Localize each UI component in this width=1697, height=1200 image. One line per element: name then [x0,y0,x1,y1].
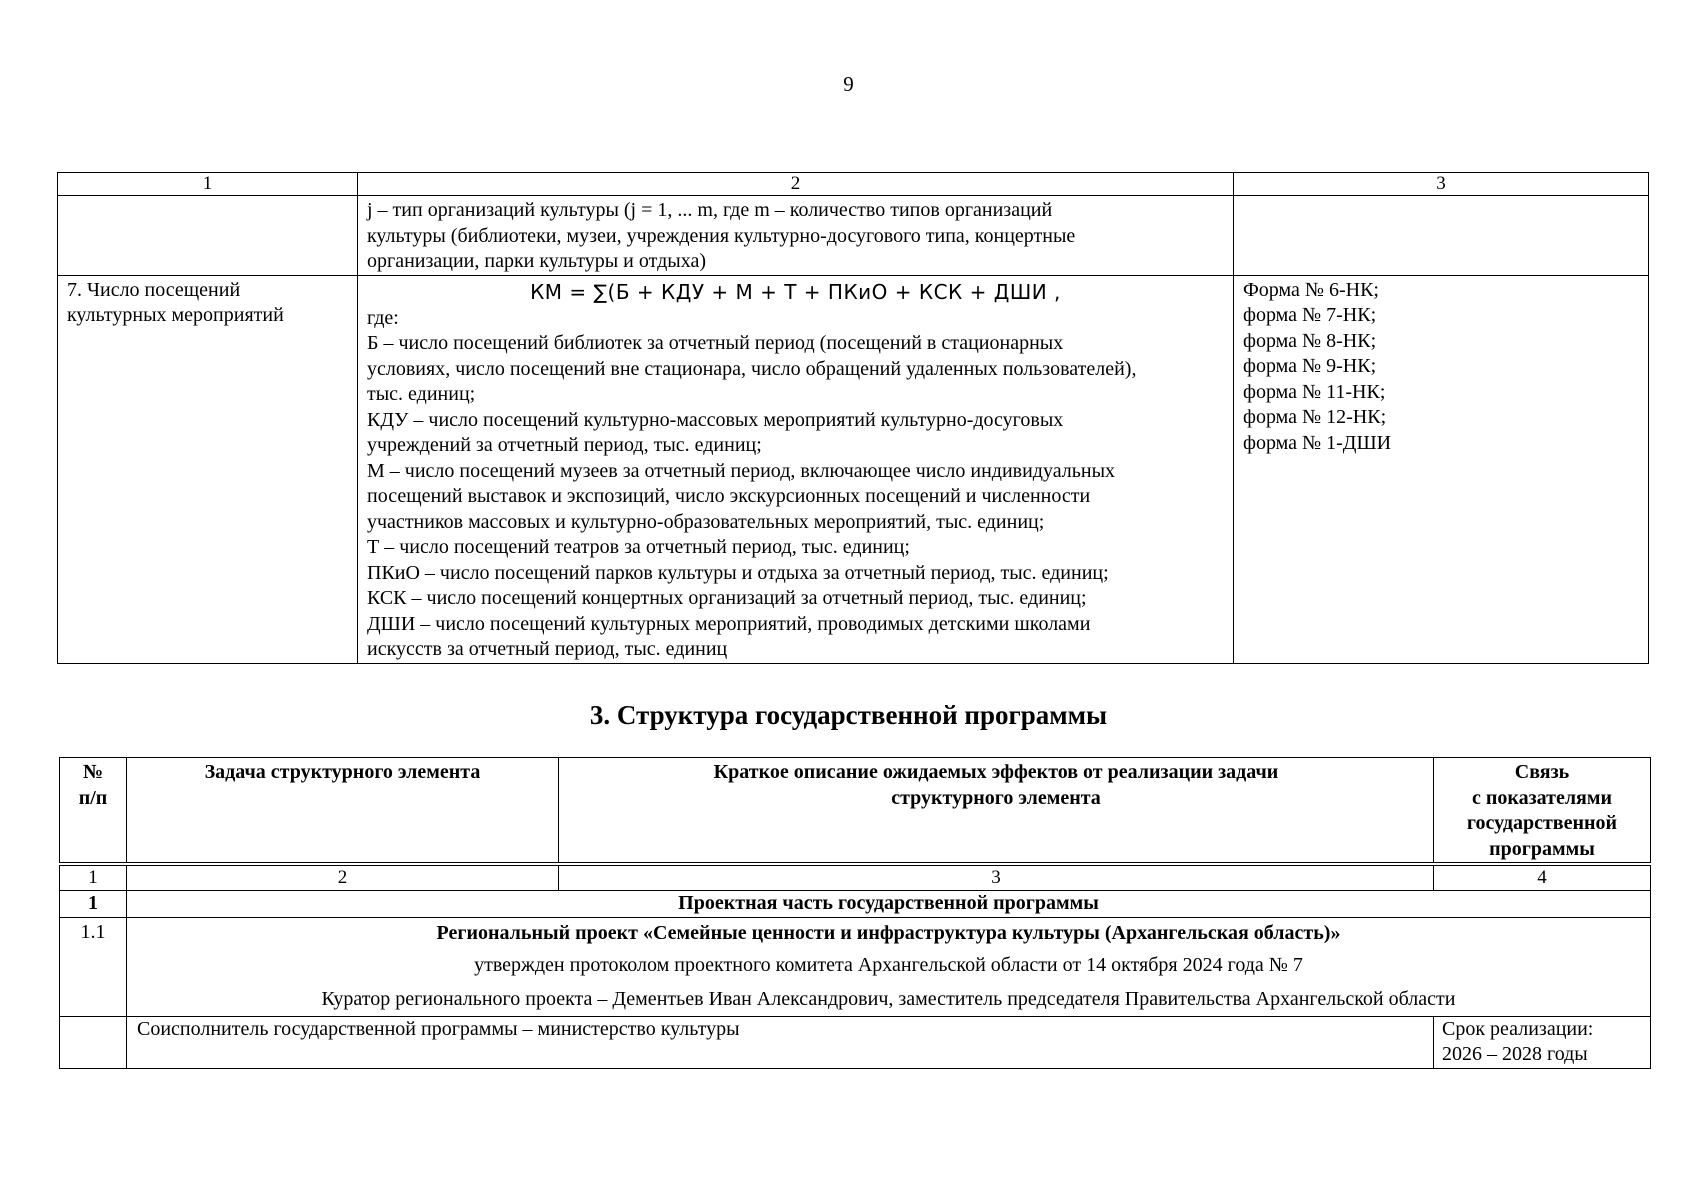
indicator-formula-cell [358,275,1234,663]
section-title: 3. Структура государственной программы [589,700,1108,730]
column-number-2: 2 [358,173,1234,196]
text-line: Т – число посещений театров за отчетный период, тыс. единиц; [367,536,910,558]
header-task: Задача структурного элемента [127,758,559,863]
indicator-name-cell [58,275,358,663]
page-number: 9 [843,72,854,96]
source-form: форма № 1-ДШИ [1243,431,1392,454]
source-form: форма № 7-НК; [1243,304,1377,326]
term-line: 2026 – 2028 годы [1442,1043,1588,1065]
header-line: государственной [1466,812,1618,834]
project-title: Региональный проект «Семейные ценности и инфраструктура культуры (Архангельская область)» [436,921,1341,944]
project-curator: Куратор регионального проекта – Дементьев Иван Александрович, заместитель председателя Правительства Архангельской области [321,987,1456,1010]
header-line: с показателями [1471,786,1613,809]
project-approval: утвержден протоколом проектного комитета Архангельской области от 14 октября 2024 года № 7 [474,953,1303,976]
column-numbers-row [60,866,1651,891]
coexecutor-text: Соисполнитель государственной программы – министерство культуры [127,1016,1434,1068]
indicator-name-line: культурных мероприятий [67,304,284,326]
term-line: Срок реализации: [1442,1017,1594,1040]
indicators-table [57,172,1649,664]
header-line: № [82,761,104,783]
source-form: форма № 8-НК; [1243,329,1377,352]
source-form: форма № 9-НК; [1243,355,1377,377]
indicator-source-cell [1234,275,1649,663]
text-line: искусств за отчетный период, тыс. единиц [367,638,728,660]
text-line: Б – число посещений библиотек за отчетный период (посещений в стационарных [367,332,1064,354]
text-line: КДУ – число посещений культурно-массовых мероприятий культурно-досуговых [367,408,1064,431]
formula: КМ = ∑(Б + КДУ + М + Т + ПКиО + КСК + ДШИ , [530,279,1061,304]
table-row [58,275,1649,663]
coexecutor-row [60,1016,1651,1068]
text-line: условиях, число посещений вне стационара, число обращений удаленных пользователей), [367,357,1137,380]
header-number [60,758,127,863]
text-line: ДШИ – число посещений культурных мероприятий, проводимых детскими школами [367,612,1091,635]
part-number: 1 [60,891,127,918]
row1-col3 [1234,196,1649,276]
table-header-row [58,173,1649,196]
program-structure-table [59,757,1651,1069]
column-number-4: 4 [1434,866,1651,891]
part-title: Проектная часть государственной программы [127,891,1651,918]
header-link [1434,758,1651,863]
text-line: организации, парки культуры и отдыха) [367,250,706,272]
text-line: КСК – число посещений концертных организаций за отчетный период, тыс. единиц; [367,587,1087,609]
project-number: 1.1 [60,917,127,1016]
column-number-1: 1 [60,866,127,891]
source-form: форма № 12-НК; [1243,406,1387,428]
text-line: посещений выставок и экспозиций, число экскурсионных посещений и численности [367,485,1091,507]
column-number-3: 3 [559,866,1434,891]
header-effects [559,758,1434,863]
header-line: программы [1489,837,1595,860]
text-line: М – число посещений музеев за отчетный период, включающее число индивидуальных [367,459,1116,482]
text-line: j – тип организаций культуры (j = 1, ... m, где m – количество типов организаций [367,199,1053,221]
text-line: учреждений за отчетный период, тыс. единиц; [367,434,762,456]
text-line: культуры (библиотеки, музеи, учреждения культурно-досугового типа, концертные [367,224,1076,247]
project-row [60,917,1651,1016]
text-line: участников массовых и культурно-образовательных мероприятий, тыс. единиц; [367,510,1045,533]
indicator-name-line: 7. Число посещений [67,278,241,301]
column-number-3: 3 [1234,173,1649,196]
header-line: Краткое описание ожидаемых эффектов от реализации задачи [713,761,1279,783]
source-form: форма № 11-НК; [1243,380,1386,403]
text-line: где: [367,306,399,329]
table-row [58,196,1649,276]
row1-col1 [58,196,358,276]
source-form: Форма № 6-НК; [1243,278,1379,301]
text-line: тыс. единиц; [367,383,476,405]
header-line: структурного элемента [891,786,1101,809]
header-line: Связь [1514,761,1570,783]
row1-col2 [358,196,1234,276]
column-number-1: 1 [58,173,358,196]
implementation-term [1434,1016,1651,1068]
text-line: ПКиО – число посещений парков культуры и отдыха за отчетный период, тыс. единиц; [367,561,1109,584]
coexecutor-number [60,1016,127,1068]
header-line: п/п [78,786,108,809]
table-header-row [60,758,1651,863]
project-cell [127,917,1651,1016]
column-number-2: 2 [127,866,559,891]
part-row [60,891,1651,918]
